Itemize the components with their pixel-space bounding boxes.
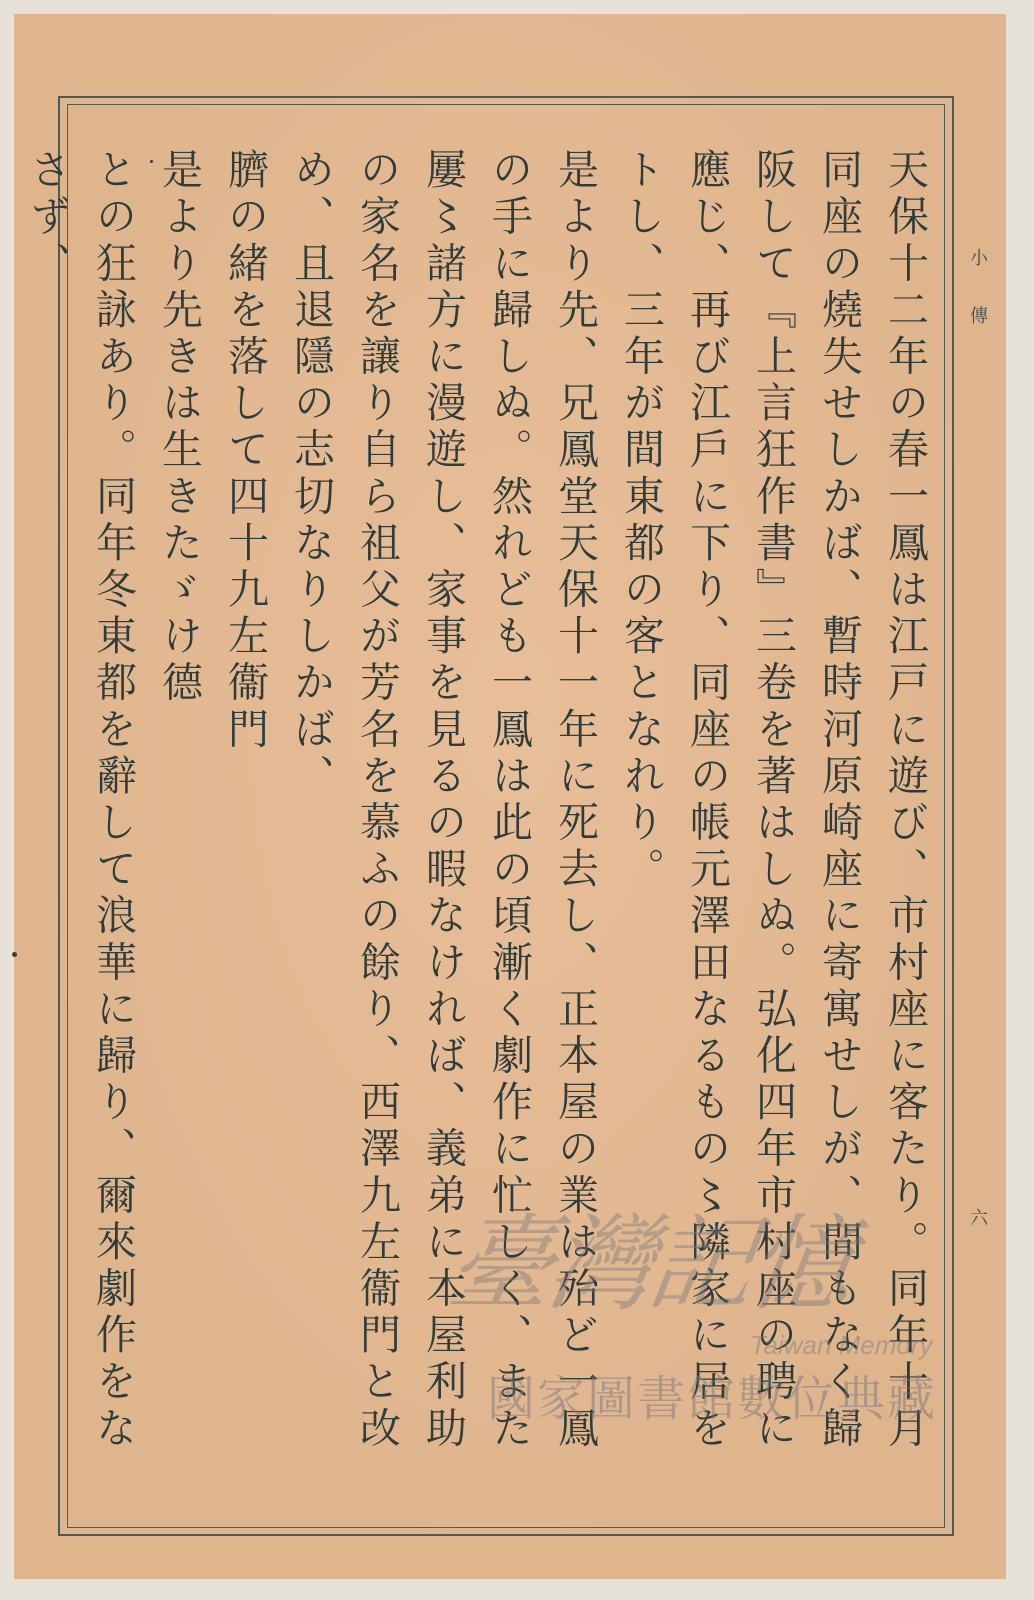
verse-line-2: 是より先きは生きたゞけ德 <box>155 148 203 708</box>
paragraph-1: 天保十二年の春一鳳は江戸に遊び、市村座に客たり。同年十月同座の燒失せしかば、暫時河原崎座に寄寓せしが、間もなく歸阪して『上言狂作書』三卷を著はしぬ。弘化四年市村座の聘に應じ、再び江戶に下り、同座の帳元澤田なるもの〻隣家に居をトし、三年が間東都の客となれり。 <box>617 148 929 1453</box>
watermark-chinese: 國家圖書館數位典藏 <box>487 1371 938 1427</box>
closing-paragraph: との狂詠あり。同年冬東都を辭して浪華に歸り、爾來劇作をなさず、 <box>23 148 137 1453</box>
verse-line-1: 臍の緒を落して四十九左衞門 <box>221 148 269 754</box>
running-head: 小傳 <box>967 248 988 364</box>
paragraph-2: 是より先、兄鳳堂天保十一年に死去し、正本屋の業は殆ど一鳳の手に歸しぬ。然れども一鳳は此の頃漸く劇作に忙しく、また屢〻諸方に漫遊し、家事を見るの暇なければ、義弟に本屋利助の家名を讓り自ら祖父が芳名を慕ふの餘り、西澤九左衞門と改め、且退隱の志切なりしかば、 <box>287 148 599 1453</box>
page-number: 六 <box>967 1208 988 1226</box>
ink-speck <box>12 952 17 957</box>
ink-speck <box>150 160 153 163</box>
watermark-logo: 臺灣記憶 <box>440 1203 858 1325</box>
watermark-english: Taiwan Memory <box>750 1330 933 1360</box>
